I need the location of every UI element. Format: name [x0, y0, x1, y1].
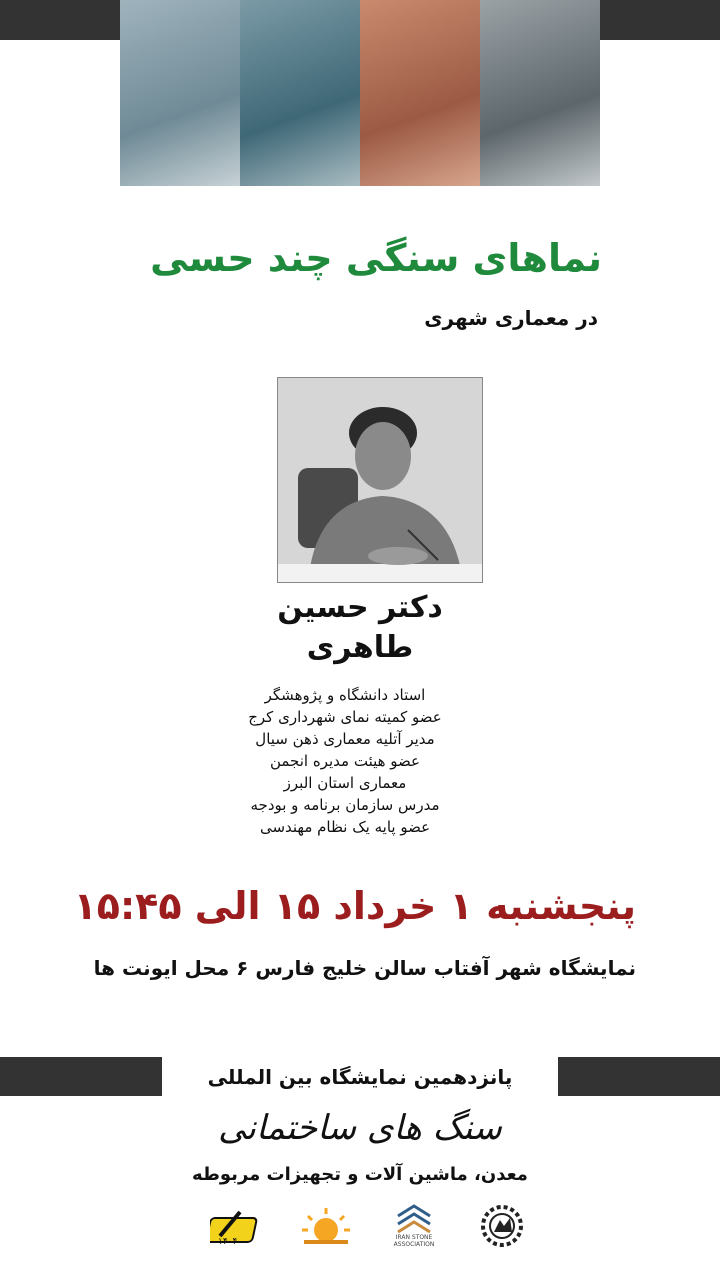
speaker-name-line2: طاهری: [306, 630, 414, 665]
sponsor-logos: [210, 1200, 530, 1252]
speaker-name-line1: دکتر حسین: [277, 590, 443, 625]
bio-line: عضو کمیته نمای شهرداری کرج: [248, 708, 442, 726]
bio-line: مدیر آتلیه معماری ذهن سیال: [255, 730, 435, 748]
mining-gear-logo: [474, 1202, 530, 1250]
event-subtitle: در معماری شهری: [424, 306, 598, 330]
bio-line: مدرس سازمان برنامه و بودجه: [250, 796, 440, 814]
speaker-bio: [200, 684, 490, 838]
event-title: نماهای سنگی چند حسی: [150, 236, 602, 280]
relief-panel-4: [480, 0, 600, 186]
sun-logo: [298, 1202, 354, 1250]
event-venue: نمایشگاه شهر آفتاب سالن خلیج فارس ۶ محل ایونت ها: [93, 956, 636, 980]
speaker-portrait-graphic: [278, 378, 483, 583]
iran-stone-association-label: IRAN STONE ASSOCIATION: [393, 1234, 435, 1248]
svg-text:۱۴۰۴: ۱۴۰۴: [218, 1237, 238, 1247]
bio-line: عضو پایه یک نظام مهندسی: [259, 818, 431, 836]
exhibition-1404-logo: [210, 1202, 266, 1250]
bio-line: استاد دانشگاه و پژوهشگر: [264, 686, 426, 704]
exhibition-script-title: سنگ های ساختمانی: [218, 1108, 502, 1148]
relief-panel-1: [120, 0, 240, 186]
exhibition-title: پانزدهمین نمایشگاه بین المللی: [162, 1057, 558, 1096]
stone-association-icon: [394, 1204, 434, 1234]
relief-panel-3: [360, 0, 480, 186]
hero-stone-relief-image: [120, 0, 600, 186]
bio-line: عضو هیئت مدیره انجمن: [269, 752, 421, 770]
sun-icon: [298, 1204, 354, 1248]
speaker-photo: [277, 377, 483, 583]
exhibition-1404-icon: [210, 1204, 266, 1248]
iran-stone-association-logo: [386, 1202, 442, 1250]
relief-panel-2: [240, 0, 360, 186]
event-datetime: پنجشنبه ۱ خرداد ۱۵ الی ۱۵:۴۵: [73, 884, 636, 928]
gear-icon: [478, 1202, 526, 1250]
bio-line: معماری استان البرز: [283, 774, 407, 792]
exhibition-subtitle: معدن، ماشین آلات و تجهیزات مربوطه: [192, 1164, 528, 1185]
